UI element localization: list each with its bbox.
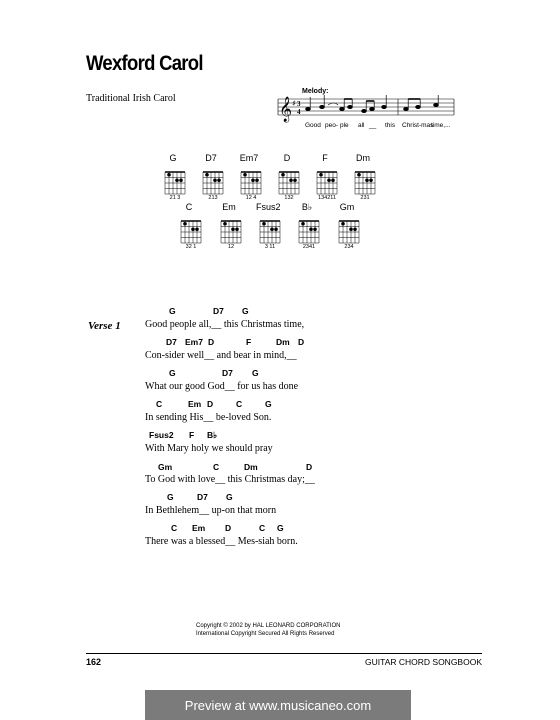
melody-lyric: time,... [431, 122, 451, 129]
treble-clef-icon: 𝄞 [279, 97, 293, 122]
chord-symbol: G [265, 399, 272, 409]
sharp-icon: ♯ [292, 99, 296, 108]
song-title: Wexford Carol [86, 52, 203, 75]
chord-name: D7 [205, 153, 217, 163]
chord-fingering: 234 [344, 244, 354, 250]
chord-symbol: C [236, 399, 243, 409]
chord-name: G [169, 153, 177, 163]
chord-fingering: 3 11 [264, 244, 276, 250]
lyric-line: To God with love__ this Christmas day;__ [145, 474, 315, 485]
chord-line [145, 368, 259, 379]
chord-symbol: Em [192, 523, 206, 533]
chord-symbol: Dm [244, 462, 258, 472]
chord-diagram-gm [335, 202, 369, 252]
chord-name: D [283, 153, 291, 163]
chord-symbol: G [252, 368, 259, 378]
chord-name: F [322, 153, 328, 163]
chord-name: Gm [339, 202, 355, 212]
melody-lyric: Christ-mas [402, 122, 434, 129]
chord-grid [353, 169, 377, 195]
chord-grid [219, 218, 243, 244]
book-title: GUITAR CHORD SONGBOOK [365, 657, 482, 667]
chord-symbol: D7 [222, 368, 233, 378]
chord-fingering: 213 [208, 195, 218, 201]
time-signature-icon: 3 [297, 100, 301, 108]
chord-symbol: G [169, 306, 176, 316]
copyright-line: Copyright © 2002 by HAL LEONARD CORPORATION [196, 623, 341, 629]
chord-name: C [185, 202, 193, 212]
chord-symbol: F [189, 430, 195, 440]
lyric-line: Good people all,__ this Christmas time, [145, 319, 305, 330]
chord-grid [315, 169, 339, 195]
page-number: 162 [86, 657, 102, 667]
melody-lyric: peo- [325, 122, 339, 129]
chord-grid [337, 218, 361, 244]
chord-symbol: D [207, 399, 214, 409]
chord-symbol: D [225, 523, 232, 533]
chord-grid [163, 169, 187, 195]
chord-symbol: D [208, 337, 215, 347]
chord-diagram-bflat [295, 202, 329, 252]
preview-text[interactable]: Preview at www.musicaneo.com [184, 697, 372, 713]
chord-line [145, 462, 313, 473]
lyric-line: With Mary holy we should pray [145, 443, 273, 454]
chord-name: Fsus2 [256, 202, 281, 212]
melody-lyric: ple [340, 122, 349, 129]
chord-symbol: C [259, 523, 266, 533]
chord-symbol: G [167, 492, 174, 502]
melody-lyric: __ [369, 122, 377, 129]
copyright-line: International Copyright Secured All Rights Reserved [196, 631, 335, 637]
chord-line [145, 492, 233, 503]
lyric-line: What our good God__ for us has done [145, 381, 299, 392]
lyric-line: In Bethlehem__ up-on that morn [145, 505, 277, 516]
lyric-line: In sending His__ be-loved Son. [145, 412, 272, 423]
footer-divider [86, 653, 482, 654]
chord-symbol: C [213, 462, 220, 472]
melody-lyric: this [385, 122, 396, 129]
chord-grid [239, 169, 263, 195]
svg-text:4: 4 [297, 108, 301, 116]
chord-symbol: Em7 [185, 337, 203, 347]
melody-label: Melody: [302, 88, 329, 95]
chord-diagram-em [217, 202, 251, 252]
chord-symbol: C [156, 399, 163, 409]
chord-fingering: 12 [227, 244, 235, 250]
chord-fingering: 21 3 [169, 195, 181, 201]
chord-diagram-g [161, 153, 195, 203]
chord-name: Em7 [239, 153, 259, 163]
lyric-line: There was a blessed__ Mes-siah born. [145, 536, 298, 547]
melody-lyric: Good [305, 122, 321, 129]
chord-symbol: C [171, 523, 178, 533]
chord-name: B♭ [301, 202, 313, 212]
chord-diagram-em7 [237, 153, 271, 203]
chord-symbol: F [246, 337, 252, 347]
chord-line [145, 337, 305, 348]
chord-symbol: D [298, 337, 305, 347]
chord-symbol: Fsus2 [149, 430, 174, 440]
chord-symbol: Gm [158, 462, 173, 472]
chord-symbol: Dm [276, 337, 290, 347]
chord-symbol: Em [188, 399, 202, 409]
chord-grid [297, 218, 321, 244]
chord-diagram-c [177, 202, 211, 252]
chord-symbol: G [169, 368, 176, 378]
melody-staff [276, 95, 456, 123]
verse-label: Verse 1 [88, 320, 121, 332]
chord-line [145, 306, 249, 317]
copyright-notice [196, 622, 340, 638]
chord-name: Dm [356, 153, 370, 163]
lyric-line: Con-sider well__ and bear in mind,__ [145, 350, 297, 361]
chord-diagram-dm [351, 153, 385, 203]
chord-grid [179, 218, 203, 244]
chord-symbol: G [242, 306, 249, 316]
chord-symbol: D7 [213, 306, 224, 316]
song-subtitle: Traditional Irish Carol [86, 93, 176, 104]
chord-diagram-fsus2 [256, 202, 290, 252]
chord-grid [258, 218, 282, 244]
preview-banner[interactable] [145, 690, 411, 720]
chord-fingering: 132 [284, 195, 294, 201]
chord-fingering: 231 [360, 195, 370, 201]
chord-line [145, 399, 272, 410]
chord-diagram-f [313, 153, 347, 203]
chord-fingering: 134211 [318, 195, 336, 201]
chord-name: Em [222, 202, 236, 212]
chord-symbol: B♭ [207, 430, 218, 440]
chord-fingering: 32 1 [185, 244, 197, 250]
chord-grid [201, 169, 225, 195]
chord-symbol: D [306, 462, 313, 472]
chord-grid [277, 169, 301, 195]
melody-lyric: all [358, 122, 365, 129]
chord-diagram-d [275, 153, 309, 203]
chord-fingering: 12 4 [245, 195, 257, 201]
chord-symbol: D7 [166, 337, 177, 347]
chord-symbol: D7 [197, 492, 208, 502]
chord-line [145, 523, 284, 534]
chord-line [145, 430, 218, 441]
chord-symbol: G [277, 523, 284, 533]
chord-diagram-d7 [199, 153, 233, 203]
chord-symbol: G [226, 492, 233, 502]
chord-fingering: 2341 [302, 244, 316, 250]
